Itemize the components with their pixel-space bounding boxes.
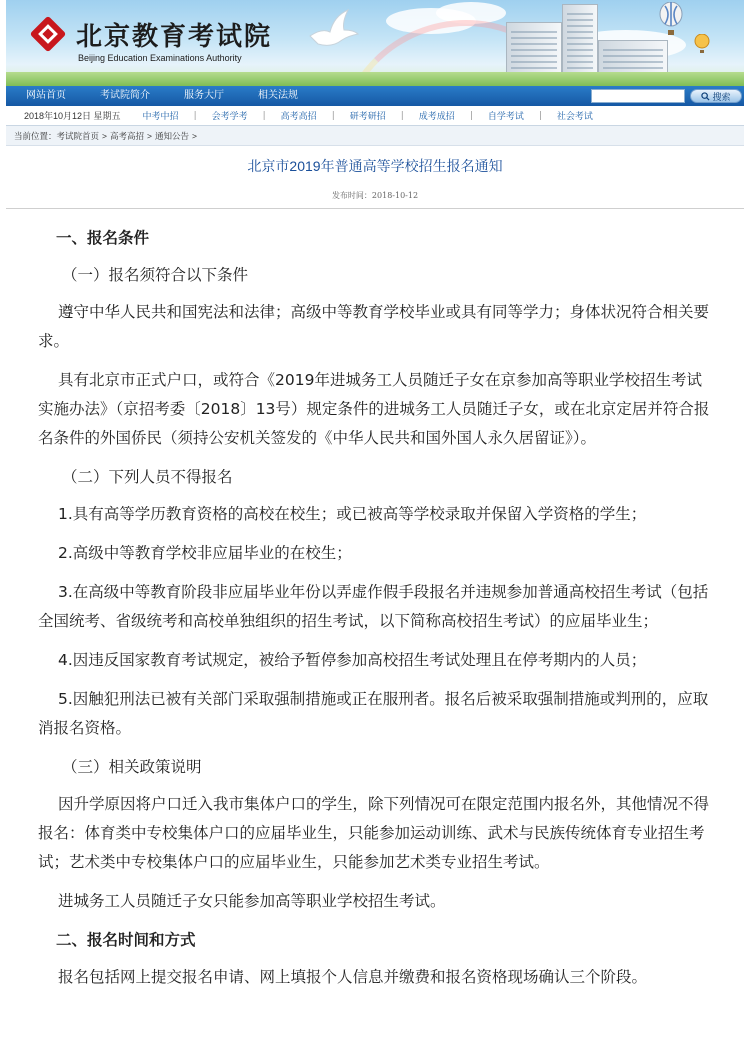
search-button[interactable] — [690, 89, 742, 103]
logo-chinese-name: 北京教育考试院 — [76, 22, 273, 52]
section-heading: 二、报名时间和方式 — [56, 931, 196, 949]
publish-time: 发布时间：2018-10-12 — [331, 191, 419, 200]
breadcrumb-notices[interactable]: 通知公告 — [154, 130, 189, 141]
sub-nav-item-chengkao[interactable]: 成考成招 — [418, 111, 455, 121]
list-item: 1.具有高等学历教育资格的高校在校生；或已被高等学校录取并保留入学资格的学生； — [58, 505, 647, 523]
main-nav — [6, 86, 744, 106]
breadcrumb-gaokao[interactable]: 高考高招 — [110, 130, 145, 141]
nav-service-hall[interactable]: 服务大厅 — [184, 90, 224, 101]
nav-about[interactable]: 考试院简介 — [100, 90, 150, 101]
search-button-label: 搜索 — [712, 92, 731, 103]
sub-nav-separator: | — [331, 110, 335, 121]
sub-nav-item-zixue[interactable]: 自学考试 — [487, 111, 524, 121]
list-item: 4.因违反国家教育考试规定，被给予暂停参加高校招生考试处理且在停考期内的人员； — [58, 651, 647, 669]
sub-nav-separator: | — [262, 110, 266, 121]
paragraph: 遵守中华人民共和国宪法和法律；高级中等教育学校毕业或具有同等学力；身体状况符合相关要求。 — [38, 303, 710, 350]
paragraph: 具有北京市正式户口，或符合《2019年进城务工人员随迁子女在京参加高等职业学校招生考试实施办法》（京招考委〔2018〕13号）规定条件的进城务工人员随迁子女，或在北京定居并符合报名条件的外国侨民（须持公安机关签发的《中华人民共和国外国人永久居留证》）。 — [38, 371, 710, 447]
current-date: 2018年10月12日 星期五 — [24, 111, 121, 121]
subsection-heading: （一）报名须符合以下条件 — [62, 266, 249, 284]
breadcrumb-separator: > — [147, 130, 152, 141]
section-heading: 一、报名条件 — [56, 229, 150, 247]
subsection-heading: （三）相关政策说明 — [62, 758, 202, 776]
article-body — [38, 224, 710, 1002]
list-item: 3.在高级中等教育阶段非应届毕业年份以弄虚作假手段报名并违规参加普通高校招生考试（包括全国统考、省级统考和高校单独组织的招生考试，以下简称高校招生考试）的应届毕业生； — [38, 583, 709, 630]
breadcrumb-home[interactable]: 考试院首页 — [56, 130, 100, 141]
authority-logo-icon — [28, 14, 68, 54]
sub-nav-item-yankao[interactable]: 研考研招 — [349, 111, 386, 121]
title-divider — [6, 208, 744, 209]
breadcrumb-prefix: 当前位置： — [14, 130, 57, 141]
grass-decoration — [6, 72, 744, 86]
nav-regulations[interactable]: 相关法规 — [258, 90, 298, 101]
sub-nav — [6, 106, 744, 126]
list-item: 2.高级中等教育学校非应届毕业的在校生； — [58, 544, 352, 562]
header-banner — [6, 0, 744, 86]
breadcrumb — [6, 126, 744, 146]
article-title: 北京市2019年普通高等学校招生报名通知 — [247, 158, 503, 174]
sub-nav-item-zhongkao[interactable]: 中考中招 — [142, 111, 179, 121]
hot-air-balloon-small-icon — [694, 34, 710, 54]
nav-home[interactable]: 网站首页 — [26, 90, 66, 101]
paragraph: 进城务工人员随迁子女只能参加高等职业学校招生考试。 — [58, 892, 446, 910]
sub-nav-separator: | — [469, 110, 473, 121]
search-input[interactable] — [591, 89, 685, 103]
sub-nav-item-shehui[interactable]: 社会考试 — [556, 111, 593, 121]
subsection-heading: （二）下列人员不得报名 — [62, 468, 233, 486]
sub-nav-separator: | — [193, 110, 197, 121]
dove-icon — [304, 6, 360, 52]
list-item: 5.因触犯刑法已被有关部门采取强制措施或正在服刑者。报名后被采取强制措施或判刑的，应取消报名资格。 — [38, 690, 709, 737]
logo-english-name: Beijing Education Examinations Authority — [78, 53, 242, 63]
breadcrumb-separator: > — [192, 130, 197, 141]
sub-nav-item-huikao[interactable]: 会考学考 — [211, 111, 248, 121]
paragraph: 报名包括网上提交报名申请、网上填报个人信息并缴费和报名资格现场确认三个阶段。 — [58, 968, 648, 986]
search-icon — [701, 92, 710, 101]
sub-nav-item-gaokao[interactable]: 高考高招 — [280, 111, 317, 121]
hot-air-balloon-icon — [658, 2, 684, 36]
sub-nav-separator: | — [538, 110, 542, 121]
paragraph: 因升学原因将户口迁入我市集体户口的学生，除下列情况可在限定范围内报名外，其他情况不得报名：体育类中专校集体户口的应届毕业生，只能参加运动训练、武术与民族传统体育专业招生考试；艺术类中专校集体户口的应届毕业生，只能参加艺术类专业招生考试。 — [38, 795, 710, 871]
breadcrumb-separator: > — [102, 130, 107, 141]
sub-nav-separator: | — [400, 110, 404, 121]
